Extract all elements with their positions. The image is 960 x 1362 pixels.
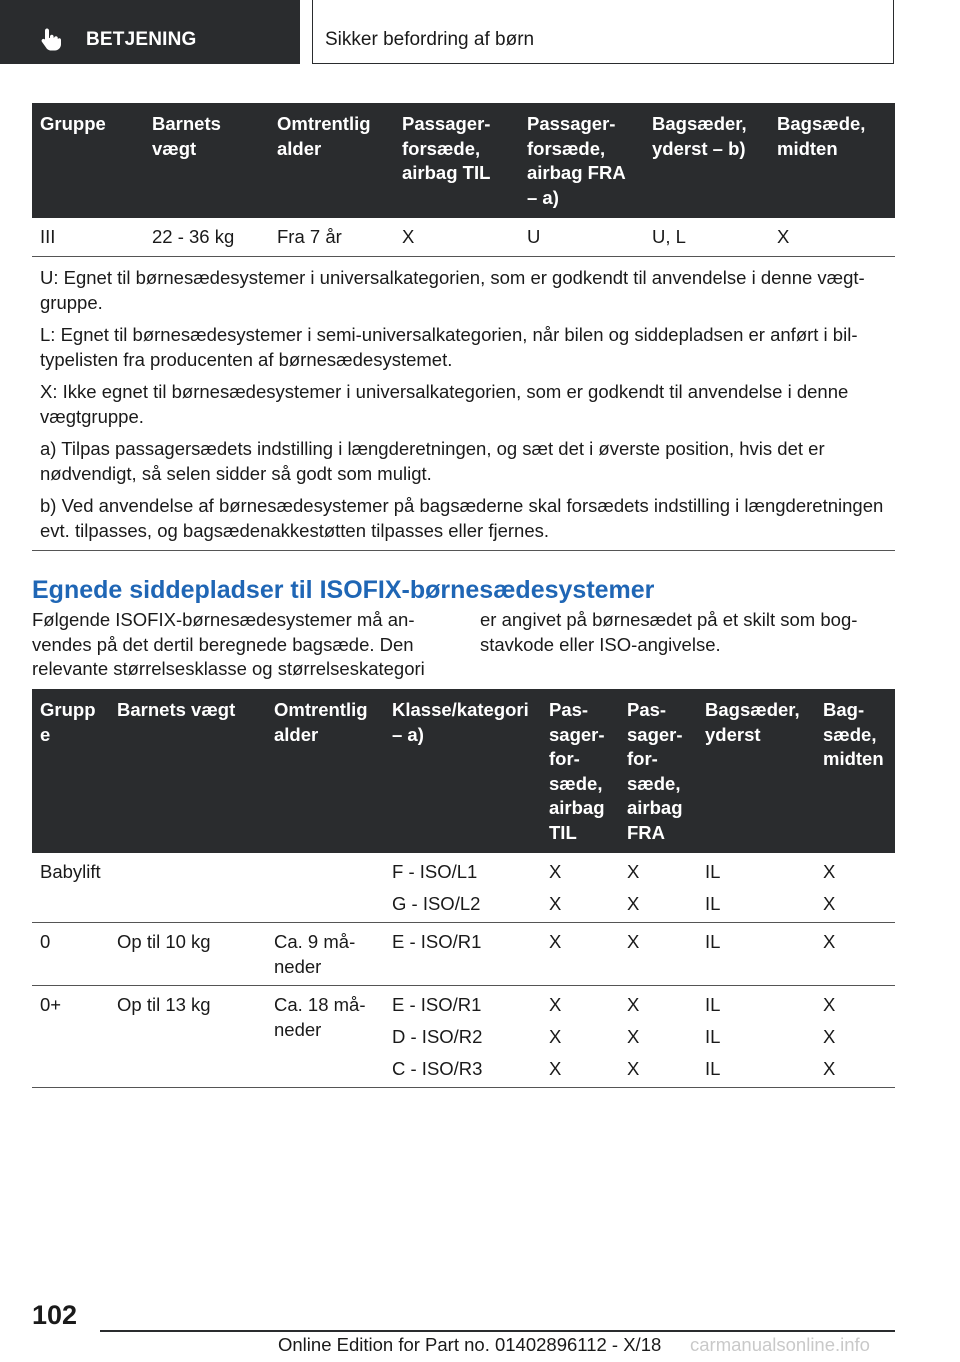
- column-header: Passagerforsæde, airbag FRA – a): [519, 103, 644, 218]
- footer-rule: [100, 1330, 895, 1332]
- chapter-title: Sikker befordring af børn: [325, 29, 535, 50]
- cell-line: X: [823, 1058, 836, 1079]
- table-cell: [697, 986, 815, 1088]
- table-cell: Op til 10 kg: [109, 923, 266, 986]
- hand-pointer-icon: [40, 27, 62, 51]
- table-cell: [384, 986, 541, 1088]
- column-header: Passagerforsæde, airbag TIL: [394, 103, 519, 218]
- section-heading: Egnede siddepladser til ISOFIX-børnesædesystemer: [32, 576, 655, 604]
- cell-line: X: [627, 893, 640, 914]
- column-header: Passagerforsæde, airbag TIL: [541, 689, 619, 853]
- table-cell: [619, 923, 697, 986]
- table-cell: X: [394, 218, 519, 256]
- footnote: X: Ikke egnet til børnesædesystemer i universalkategorien, som er godkendt til anvendelse i denne vægtgruppe.: [40, 381, 849, 427]
- cell-line: IL: [705, 861, 721, 882]
- table-cell: [697, 853, 815, 923]
- table-cell: [815, 923, 895, 986]
- column-header: Omtrentlig alder: [266, 689, 384, 853]
- body-text-right: er angivet på børnesædet på et skilt som bogstavkode eller ISO-angivelse.: [480, 609, 858, 655]
- cell-line: X: [549, 994, 562, 1015]
- cell-line: IL: [705, 893, 721, 914]
- table-cell: [266, 853, 384, 923]
- body-text-left: Følgende ISOFIX-børnesædesystemer må anvendes på det dertil beregnede bagsæde. Den relevante størrelsesklasse og størrelseskategori: [32, 609, 425, 679]
- column-header: Grupp e: [32, 689, 109, 853]
- section-label: BETJENING: [86, 29, 197, 50]
- edition-note: Online Edition for Part no. 01402896112 - X/18: [278, 1334, 662, 1355]
- column-header: Barnets vægt: [109, 689, 266, 853]
- cell-line: IL: [705, 1058, 721, 1079]
- table-cell: [815, 986, 895, 1088]
- divider: [32, 550, 895, 551]
- column-header: Bagsæder, yderst: [697, 689, 815, 853]
- table-cell: 0+: [32, 986, 109, 1088]
- table-cell: [619, 986, 697, 1088]
- page-header: [0, 0, 960, 66]
- column-header: Barnets vægt: [144, 103, 269, 218]
- cell-line: X: [549, 931, 562, 952]
- table-cell: Op til 13 kg: [109, 986, 266, 1088]
- cell-line: IL: [705, 931, 721, 952]
- cell-line: X: [627, 861, 640, 882]
- cell-line: X: [823, 1026, 836, 1047]
- column-header: Omtrentlig alder: [269, 103, 394, 218]
- cell-line: X: [549, 1058, 562, 1079]
- table-footnotes: [40, 266, 890, 551]
- chapter-title-box: [312, 0, 894, 64]
- column-header: Bagsæder, yderst – b): [644, 103, 769, 218]
- table-cell: U, L: [644, 218, 769, 256]
- cell-line: X: [549, 1026, 562, 1047]
- cell-line: IL: [705, 994, 721, 1015]
- cell-line: X: [823, 893, 836, 914]
- table-cell: Fra 7 år: [269, 218, 394, 256]
- table-cell: [619, 853, 697, 923]
- cell-line: X: [627, 931, 640, 952]
- footnote: U: Egnet til børnesædesystemer i universalkategorien, som er godkendt til anvendelse i denne vægtgruppe.: [40, 267, 865, 313]
- table-cell: [541, 986, 619, 1088]
- column-header: Bagsæde, midten: [769, 103, 895, 218]
- table-cell: 22 - 36 kg: [144, 218, 269, 256]
- cell-line: X: [627, 1058, 640, 1079]
- cell-line: G - ISO/L2: [392, 893, 481, 914]
- cell-line: D - ISO/R2: [392, 1026, 483, 1047]
- column-header: Gruppe: [32, 103, 144, 218]
- cell-line: X: [823, 861, 836, 882]
- cell-line: C - ISO/R3: [392, 1058, 483, 1079]
- column-header: Bagsæde, midten: [815, 689, 895, 853]
- table-cell: U: [519, 218, 644, 256]
- table-header-row: [32, 103, 895, 218]
- table-cell: [697, 923, 815, 986]
- table-cell: [109, 853, 266, 923]
- page-number: 102: [32, 1300, 78, 1330]
- table-cell: Babylift: [32, 853, 109, 923]
- isofix-table: [32, 689, 895, 1088]
- column-header: Passagerforsæde, airbag FRA: [619, 689, 697, 853]
- table-cell: [384, 923, 541, 986]
- column-header: Klasse/kategori – a): [384, 689, 541, 853]
- table-cell: [541, 853, 619, 923]
- cell-line: X: [627, 1026, 640, 1047]
- cell-line: X: [823, 994, 836, 1015]
- cell-line: X: [549, 861, 562, 882]
- section-chip: [0, 0, 300, 64]
- table-cell: Ca. 18 måneder: [266, 986, 384, 1088]
- table-cell: [384, 853, 541, 923]
- watermark: carmanualsonline.info: [690, 1334, 870, 1355]
- cell-line: E - ISO/R1: [392, 931, 482, 952]
- cell-line: F - ISO/L1: [392, 861, 478, 882]
- cell-line: X: [823, 931, 836, 952]
- footnote: L: Egnet til børnesædesystemer i semi-universalkategorien, når bilen og siddepladsen er anført i biltypelisten fra producenten af børnesædesystemet.: [40, 324, 858, 370]
- cell-line: E - ISO/R1: [392, 994, 482, 1015]
- cell-line: X: [549, 893, 562, 914]
- table-cell: X: [769, 218, 895, 256]
- table-row: [32, 218, 895, 256]
- table-cell: [541, 923, 619, 986]
- cell-line: IL: [705, 1026, 721, 1047]
- table-cell: III: [32, 218, 144, 256]
- footnote: a) Tilpas passagersædets indstilling i længderetningen, og sæt det i øverste position, hvis det er nødvendigt, så selen sidder så godt som muligt.: [40, 438, 825, 484]
- table-row: [32, 923, 895, 986]
- footnote: b) Ved anvendelse af børnesædesystemer på bagsæderne skal forsædets indstilling i længderetningen evt. tilpasses, og bagsædenakkestøtten tilpasses eller fjernes.: [40, 495, 884, 541]
- table-cell: [815, 853, 895, 923]
- table-row: [32, 986, 895, 1088]
- table-header-row: [32, 689, 895, 853]
- cell-line: X: [627, 994, 640, 1015]
- seat-suitability-table: [32, 103, 895, 257]
- table-cell: Ca. 9 måneder: [266, 923, 384, 986]
- table-row: [32, 853, 895, 923]
- table-cell: 0: [32, 923, 109, 986]
